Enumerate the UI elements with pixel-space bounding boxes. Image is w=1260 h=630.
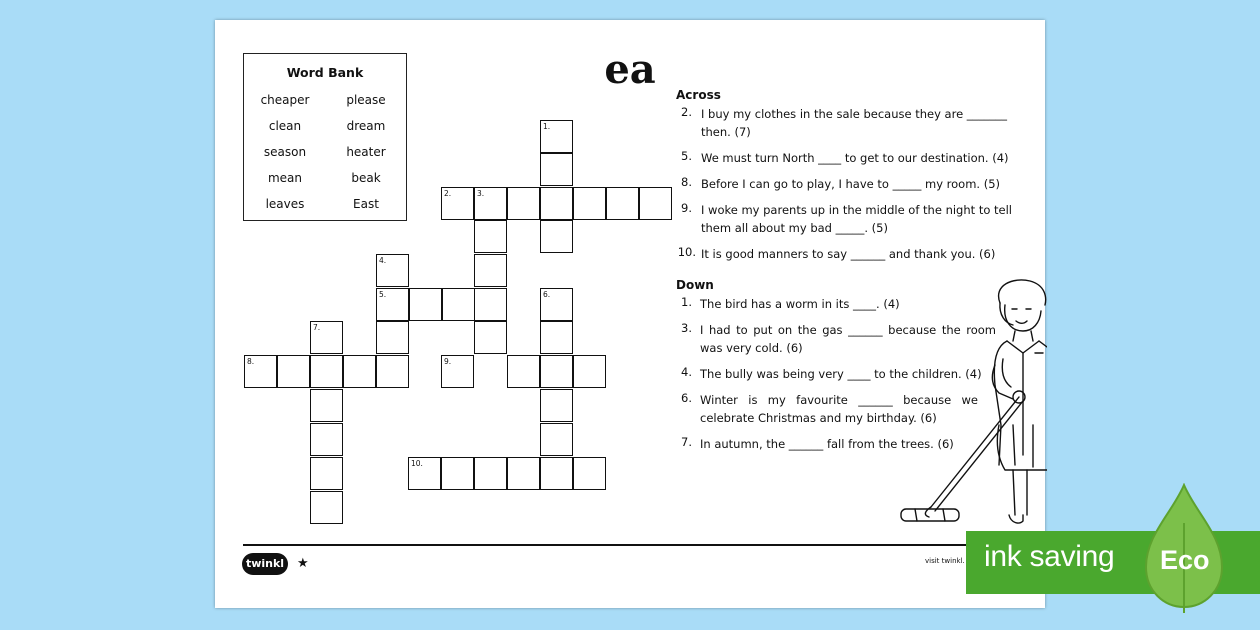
- crossword-cell[interactable]: [474, 321, 507, 354]
- word-bank-word: mean: [267, 171, 303, 185]
- crossword-cell[interactable]: [310, 389, 343, 422]
- ink-saving-label: ink saving: [984, 540, 1115, 573]
- crossword-cell[interactable]: [540, 187, 573, 220]
- crossword-cell[interactable]: [343, 355, 376, 388]
- crossword-cell[interactable]: [573, 457, 606, 490]
- word-bank-word: leaves: [265, 197, 305, 211]
- crossword-cell[interactable]: [310, 423, 343, 456]
- crossword-cell[interactable]: [540, 321, 573, 354]
- word-bank-word: clean: [268, 119, 302, 133]
- clue-text: I had to put on the gas ______ because the room was very cold. (6): [700, 323, 996, 355]
- clue-number: 6.: [681, 391, 692, 405]
- visit-link: visit twinkl.: [925, 557, 965, 565]
- crossword-cell[interactable]: [409, 288, 442, 321]
- crossword-cell[interactable]: [376, 321, 409, 354]
- clue-text: Winter is my favourite ______ because we celebrate Christmas and my birthday. (6): [700, 393, 978, 425]
- clue-number: 7.: [681, 435, 692, 449]
- clue-text: Before I can go to play, I have to _____ my room. (5): [701, 177, 1001, 191]
- crossword-cell[interactable]: [540, 220, 573, 253]
- crossword-cell[interactable]: [573, 187, 606, 220]
- crossword-cell[interactable]: [474, 288, 507, 321]
- word-bank-word: season: [263, 145, 307, 159]
- crossword-cell[interactable]: [442, 288, 475, 321]
- word-bank-word: East: [353, 197, 379, 211]
- crossword-cell[interactable]: [507, 457, 540, 490]
- down-heading: Down: [676, 278, 714, 292]
- crossword-cell-number: 6.: [543, 290, 551, 299]
- crossword-cell[interactable]: [507, 187, 540, 220]
- crossword-cell[interactable]: [573, 355, 606, 388]
- crossword-cell-number: 8.: [247, 357, 255, 366]
- clue-text: In autumn, the ______ fall from the trees. (6): [700, 437, 954, 451]
- clue-number: 9.: [681, 201, 692, 215]
- clue-text: I buy my clothes in the sale because they are _______ then. (7): [701, 107, 1008, 139]
- crossword-cell-number: 2.: [444, 189, 452, 198]
- clue-text: The bird has a worm in its ____. (4): [700, 297, 900, 311]
- crossword-cell[interactable]: [540, 355, 573, 388]
- eco-label: Eco: [1160, 545, 1210, 575]
- crossword-cell-number: 7.: [313, 323, 321, 332]
- word-bank-heading: Word Bank: [286, 65, 364, 80]
- crossword-cell[interactable]: [376, 355, 409, 388]
- clue-number: 8.: [681, 175, 692, 189]
- clue-text: It is good manners to say ______ and thank you. (6): [701, 247, 996, 261]
- across-heading: Across: [676, 88, 721, 102]
- crossword-cell[interactable]: [310, 457, 343, 490]
- clue-text: I woke my parents up in the middle of the night to tell them all about my bad _____. (5): [701, 203, 1012, 235]
- crossword-cell-number: 4.: [379, 256, 387, 265]
- clue-text: We must turn North ____ to get to our destination. (4): [701, 151, 1009, 165]
- word-bank: [243, 53, 407, 221]
- crossword-cell-number: 3.: [477, 189, 485, 198]
- word-bank-word: please: [346, 93, 386, 107]
- word-bank-word: cheaper: [260, 93, 310, 107]
- crossword-cell[interactable]: [540, 457, 573, 490]
- crossword-cell[interactable]: [277, 355, 310, 388]
- crossword-cell-number: 9.: [444, 357, 452, 366]
- crossword-cell[interactable]: [540, 153, 573, 186]
- clue-number: 10.: [677, 245, 696, 259]
- word-bank-word: dream: [346, 119, 386, 133]
- clue-number: 5.: [681, 149, 692, 163]
- crossword-cell-number: 10.: [411, 459, 423, 468]
- crossword-cell[interactable]: [310, 491, 343, 524]
- page-title: ea: [604, 46, 656, 93]
- word-bank-word: heater: [346, 145, 386, 159]
- vacuum-person-illustration: [895, 275, 1047, 537]
- crossword-cell[interactable]: [639, 187, 672, 220]
- crossword-cell[interactable]: [474, 457, 507, 490]
- crossword-cell-number: 1.: [543, 122, 551, 131]
- clue-number: 1.: [681, 295, 692, 309]
- twinkl-logo: twinkl: [242, 553, 288, 575]
- crossword-cell[interactable]: [507, 355, 540, 388]
- star-icon: ★: [297, 556, 309, 571]
- crossword-cell-number: 5.: [379, 290, 387, 299]
- word-bank-word: beak: [351, 171, 381, 185]
- clue-number: 2.: [681, 105, 692, 119]
- crossword-cell[interactable]: [474, 254, 507, 287]
- clue-number: 3.: [681, 321, 692, 335]
- clue-text: The bully was being very ____ to the children. (4): [700, 367, 982, 381]
- crossword-cell[interactable]: [540, 389, 573, 422]
- crossword-cell[interactable]: [540, 423, 573, 456]
- crossword-cell[interactable]: [310, 355, 343, 388]
- crossword-cell[interactable]: [606, 187, 639, 220]
- footer-divider: [243, 544, 1033, 546]
- crossword-cell[interactable]: [441, 457, 474, 490]
- clue-number: 4.: [681, 365, 692, 379]
- crossword-cell[interactable]: [474, 220, 507, 253]
